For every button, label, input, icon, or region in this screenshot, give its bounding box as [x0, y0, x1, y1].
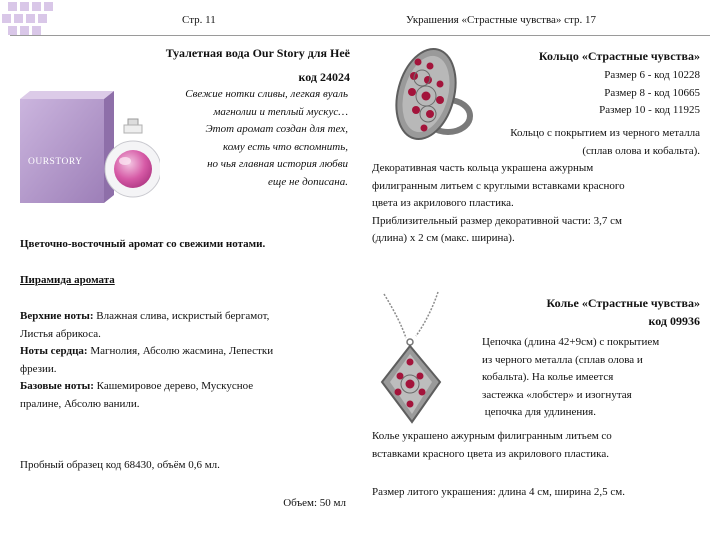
- base-notes-cont: пралине, Абсолю ванили.: [20, 397, 140, 410]
- corner-decoration: [0, 0, 60, 45]
- perfume-image: [10, 85, 160, 215]
- fragrance-notes: [20, 308, 350, 413]
- ring-description-line: Приблизительный размер декоративной части: 3,7 см: [372, 214, 622, 227]
- perfume-description: [150, 86, 348, 191]
- ring-description-line: Декоративная часть кольца украшена ажурным: [372, 162, 594, 174]
- ring-title: Кольцо «Страстные чувства»: [538, 49, 700, 63]
- ring-size-line: Размер 10 - код 11925: [599, 104, 700, 116]
- ring-sizes: [480, 67, 700, 120]
- necklace-chain: [482, 334, 702, 422]
- perfume-title: Туалетная вода Our Story для Неё: [165, 46, 350, 60]
- ring-size-line: Размер 8 - код 10665: [604, 86, 700, 99]
- perfume-description-line: еще не дописана.: [267, 175, 348, 188]
- ring-material-line: (сплав олова и кобальта).: [582, 144, 700, 157]
- ring-material: [450, 125, 700, 160]
- ring-description-line: (длина) х 2 см (макс. ширина).: [372, 232, 515, 244]
- heart-notes: [20, 343, 350, 361]
- necklace-code: код 09936: [648, 314, 700, 328]
- perfume-volume: Объем: 50 мл: [283, 497, 346, 509]
- necklace-size: Размер литого украшения: длина 4 см, ширина 2,5 см.: [372, 486, 625, 498]
- necklace-description-line: Колье украшено ажурным филигранным литьем со: [372, 430, 612, 442]
- ring-material-line: Кольцо с покрытием из черного металла: [510, 127, 700, 139]
- necklace-description: [372, 428, 702, 463]
- perfume-description-line: кому есть что вспомнить,: [223, 140, 348, 153]
- necklace-title: Колье «Страстные чувства»: [546, 296, 700, 310]
- top-notes-label: Верхние ноты:: [20, 310, 94, 322]
- right-page-header: Украшения «Страстные чувства» стр. 17: [406, 14, 596, 26]
- perfume-description-line: но чья главная история любви: [207, 158, 348, 170]
- necklace-description-line: вставками красного цвета из акрилового пластика.: [372, 447, 609, 460]
- perfume-box-label: OURSTORY: [28, 157, 83, 167]
- necklace-chain-line: кобальта). На колье имеется: [482, 371, 614, 383]
- necklace-chain-line: из черного металла (сплав олова и: [482, 353, 643, 366]
- necklace-chain-line: застежка «лобстер» и изогнутая: [482, 388, 632, 401]
- perfume-code: код 24024: [298, 70, 350, 84]
- necklace-chain-line: Цепочка (длина 42+9см) с покрытием: [482, 336, 660, 348]
- header-divider: [10, 35, 710, 36]
- aroma-type: Цветочно-восточный аромат со свежими нотами.: [20, 238, 266, 250]
- pyramid-title: Пирамида аромата: [20, 274, 115, 286]
- perfume-description-line: магнолии и теплый мускус…: [213, 105, 348, 118]
- base-notes-text: Кашемировое дерево, Мускусное: [93, 380, 254, 392]
- base-notes-label: Базовые ноты:: [20, 380, 94, 392]
- base-notes: [20, 378, 350, 396]
- top-notes-cont: Листья абрикоса.: [20, 327, 101, 340]
- heart-notes-label: Ноты сердца:: [20, 345, 88, 357]
- ring-description-line: цвета из акрилового пластика.: [372, 197, 514, 209]
- top-notes-text: Влажная слива, искристый бергамот,: [93, 310, 270, 322]
- ring-description-line: филигранным литьем с круглыми вставками красного: [372, 179, 625, 192]
- top-notes: [20, 308, 350, 326]
- ring-size-line: Размер 6 - код 10228: [604, 69, 700, 81]
- necklace-image: [372, 290, 472, 425]
- left-page-number: Стр. 11: [182, 14, 216, 26]
- perfume-description-line: Свежие нотки сливы, легкая вуаль: [185, 88, 348, 100]
- necklace-chain-line: цепочка для удлинения.: [482, 406, 596, 418]
- sample-info: Пробный образец код 68430, объём 0,6 мл.: [20, 459, 220, 471]
- heart-notes-text: Магнолия, Абсолю жасмина, Лепестки: [87, 345, 274, 357]
- ring-description: [372, 160, 702, 248]
- heart-notes-cont: фрезии.: [20, 362, 57, 375]
- perfume-description-line: Этот аромат создан для тех,: [205, 123, 348, 135]
